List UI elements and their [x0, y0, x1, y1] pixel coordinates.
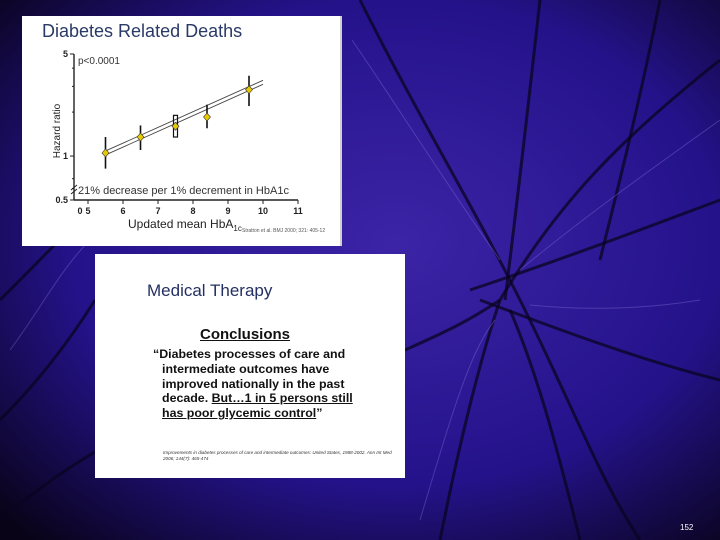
- medical-therapy-panel: [95, 254, 405, 478]
- y-tick-label: 5: [62, 49, 68, 59]
- data-point: [246, 86, 253, 94]
- quote-line: improved nationally in the past: [162, 376, 345, 391]
- quote-close: ”: [316, 406, 323, 421]
- quote-line: decade.: [162, 391, 209, 406]
- conclusion-quote: [153, 347, 383, 421]
- hazard-ratio-chart: [22, 16, 340, 246]
- x-tick-label: 9: [225, 206, 231, 216]
- p-value-annotation: p<0.0001: [78, 56, 120, 67]
- decrease-annotation: 21% decrease per 1% decrement in HbA1c: [78, 185, 289, 197]
- x-tick-label: 11: [293, 206, 303, 216]
- data-point: [204, 113, 211, 121]
- quote-underlined: has poor glycemic control: [162, 406, 317, 421]
- x-tick-label: 5: [85, 206, 91, 216]
- x-tick-label: 6: [120, 206, 126, 216]
- chart-title: Diabetes Related Deaths: [42, 21, 243, 41]
- x-tick-label: 8: [190, 206, 196, 216]
- quote-underlined: But…1 in 5 persons still: [211, 391, 353, 406]
- source-annotation: Stratton et al. BMJ 2000; 321: 405-12: [242, 228, 326, 234]
- y-tick-label: 1: [62, 151, 68, 162]
- conclusions-heading: Conclusions: [200, 326, 291, 343]
- fit-line: [106, 80, 264, 151]
- x-tick-label: 0: [77, 206, 83, 216]
- quote-line: intermediate outcomes have: [162, 361, 330, 376]
- therapy-title: Medical Therapy: [147, 281, 273, 300]
- y-tick-label: 0.5: [55, 195, 68, 205]
- y-axis-label: Hazard ratio: [52, 103, 63, 159]
- fit-line: [106, 84, 264, 155]
- quote-line: “Diabetes processes of care and: [153, 347, 346, 361]
- quote-line-last: [153, 406, 383, 421]
- citation: Improvements in diabetes processes of care and intermediate outcomes: United States, 1988-2002. Ann Int Med 2006; 144(7): 465-474: [163, 450, 392, 461]
- chart-panel: [22, 16, 342, 246]
- quote-line-with-underline: [153, 391, 383, 406]
- x-axis-label: Updated mean HbA$_{1c}$: [128, 217, 242, 233]
- slide-number: 152: [680, 523, 694, 532]
- x-tick-label: 10: [257, 206, 269, 216]
- x-tick-label: 7: [155, 206, 161, 216]
